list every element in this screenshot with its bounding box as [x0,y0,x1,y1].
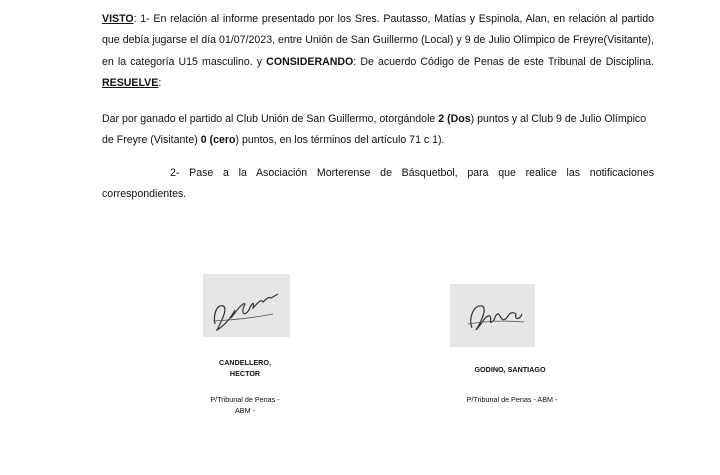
considerando-text: : De acuerdo Código de Penas de este Tribunal de Disciplina. [353,55,654,68]
resuelve-heading: RESUELVE [102,77,159,90]
visto-heading: VISTO [102,13,134,25]
signer-role-godino: P/Tribunal de Penas - ABM - [466,395,558,404]
considerando-heading: CONSIDERANDO [266,55,354,68]
visto-text: : 1- En relación al informe presentado por los Sres. Pautasso, Matías y Espinola, Alan, en relación al partido que debía jugarse el día 01/07/2023, entre Unión de San Guillermo (Local) y 9 de Julio Olímpico de Freyre(Visitante), en la categoría U15 masculino. y [102,13,654,68]
signer-name-candellero: CANDELLERO, HECTOR [219,358,271,378]
resuelve-colon: : [158,77,162,90]
signature-candellero [203,274,290,337]
signer-name-godino: GODINO, SANTIAGO [474,365,546,374]
points-visitor: 0 (cero [200,134,236,147]
notification-paragraph: 2- Pase a la Asociación Morterense de Básquetbol, para que realice las notificaciones correspondientes. [102,167,654,201]
signer-role-candellero: P/Tribunal de Penas - ABM - [210,395,280,415]
resolution-text-3: ) puntos, en los términos del artículo 71 c 1). [235,134,445,147]
signature-godino [450,284,535,347]
points-local: 2 (Dos [438,113,471,125]
resolution-text-1: Dar por ganado el partido al Club Unión de San Guillermo, otorgándole [102,113,439,125]
resolution-paragraph [102,109,654,152]
resolution-text-2: ) puntos y al Club 9 de Julio Olímpico de Freyre (Visitante) [102,113,647,147]
visto-paragraph [102,9,654,95]
